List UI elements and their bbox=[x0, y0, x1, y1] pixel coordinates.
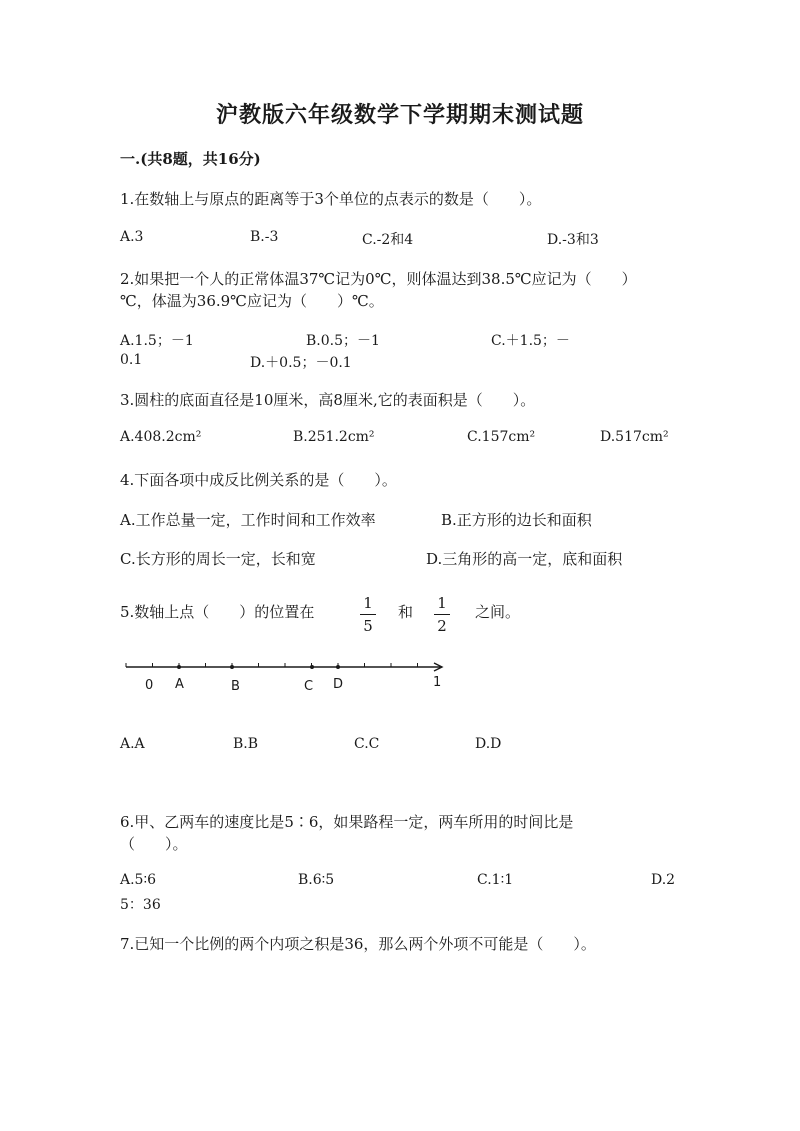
q4-option-d: D.三角形的高一定，底和面积 bbox=[426, 550, 623, 568]
q4-option-b: B.正方形的边长和面积 bbox=[441, 511, 592, 529]
page-title: 沪教版六年级数学下学期期末测试题 bbox=[215, 102, 584, 128]
fraction-numerator: 1 bbox=[437, 594, 447, 612]
q1-option-b: B.-3 bbox=[250, 229, 279, 245]
point-c-marker bbox=[310, 665, 314, 669]
point-a-marker bbox=[177, 665, 181, 669]
q5-option-d: D.D bbox=[475, 736, 502, 752]
question-7-stem: 7.已知一个比例的两个内项之积是36，那么两个外项不可能是（ ）。 bbox=[120, 935, 596, 953]
fraction-denominator: 2 bbox=[437, 617, 447, 635]
q6-option-d-continued: 5：36 bbox=[120, 897, 161, 913]
q3-option-c: C.157cm² bbox=[467, 429, 536, 445]
number-line-label-a: A bbox=[175, 677, 184, 692]
q2-option-c: C.＋1.5；－ bbox=[491, 333, 570, 349]
fraction-one-fifth bbox=[358, 594, 378, 635]
question-3-stem: 3.圆柱的底面直径是10厘米，高8厘米,它的表面积是（ ）。 bbox=[120, 391, 536, 409]
question-5-stem-end: 之间。 bbox=[475, 603, 521, 621]
point-b-marker bbox=[230, 665, 234, 669]
q5-option-b: B.B bbox=[233, 736, 259, 752]
q5-option-a: A.A bbox=[120, 736, 145, 752]
fraction-bar bbox=[434, 614, 450, 615]
q2-option-b: B.0.5；－1 bbox=[306, 333, 380, 349]
number-line-label-c: C bbox=[304, 679, 314, 694]
question-2-stem-line2: ℃，体温为36.9℃应记为（ ）℃。 bbox=[120, 292, 384, 310]
q1-option-c: C.-2和4 bbox=[362, 232, 414, 248]
question-2-stem-line1: 2.如果把一个人的正常体温37℃记为0℃，则体温达到38.5℃应记为（ ） bbox=[120, 270, 637, 288]
number-line-label-d: D bbox=[333, 677, 344, 692]
question-5-stem-start: 5.数轴上点（ ）的位置在 bbox=[120, 603, 315, 621]
question-6-stem-line2: （ ）。 bbox=[120, 835, 188, 853]
section-heading: 一.(共8题，共16分) bbox=[120, 150, 261, 168]
q1-option-d: D.-3和3 bbox=[547, 232, 599, 248]
q3-option-d: D.517cm² bbox=[600, 429, 669, 445]
q6-option-a: A.5∶6 bbox=[120, 872, 157, 888]
question-5-and: 和 bbox=[398, 603, 414, 621]
fraction-one-half bbox=[432, 594, 452, 635]
number-line bbox=[120, 655, 450, 685]
q2-option-c-continued: 0.1 bbox=[120, 352, 143, 368]
q4-option-c: C.长方形的周长一定，长和宽 bbox=[120, 550, 316, 568]
question-6-stem-line1: 6.甲、乙两车的速度比是5∶6，如果路程一定，两车所用的时间比是 bbox=[120, 813, 574, 831]
number-line-label-b: B bbox=[231, 679, 240, 694]
q5-option-c: C.C bbox=[354, 736, 380, 752]
fraction-denominator: 5 bbox=[363, 617, 373, 635]
q4-option-a: A.工作总量一定，工作时间和工作效率 bbox=[120, 511, 376, 529]
q2-option-a: A.1.5；－1 bbox=[120, 333, 194, 349]
q3-option-b: B.251.2cm² bbox=[293, 429, 375, 445]
fraction-bar bbox=[360, 614, 376, 615]
q6-option-c: C.1∶1 bbox=[477, 872, 514, 888]
q1-option-a: A.3 bbox=[120, 229, 144, 245]
q6-option-b: B.6∶5 bbox=[298, 872, 335, 888]
q3-option-a: A.408.2cm² bbox=[120, 429, 202, 445]
q2-option-d: D.＋0.5；－0.1 bbox=[250, 355, 352, 371]
number-line-label-1: 1 bbox=[433, 675, 442, 690]
fraction-numerator: 1 bbox=[363, 594, 373, 612]
question-4-stem: 4.下面各项中成反比例关系的是（ ）。 bbox=[120, 471, 397, 489]
q6-option-d: D.2 bbox=[651, 872, 676, 888]
number-line-label-0: 0 bbox=[145, 678, 154, 693]
question-1-stem: 1.在数轴上与原点的距离等于3个单位的点表示的数是（ ）。 bbox=[120, 190, 542, 208]
point-d-marker bbox=[336, 665, 340, 669]
